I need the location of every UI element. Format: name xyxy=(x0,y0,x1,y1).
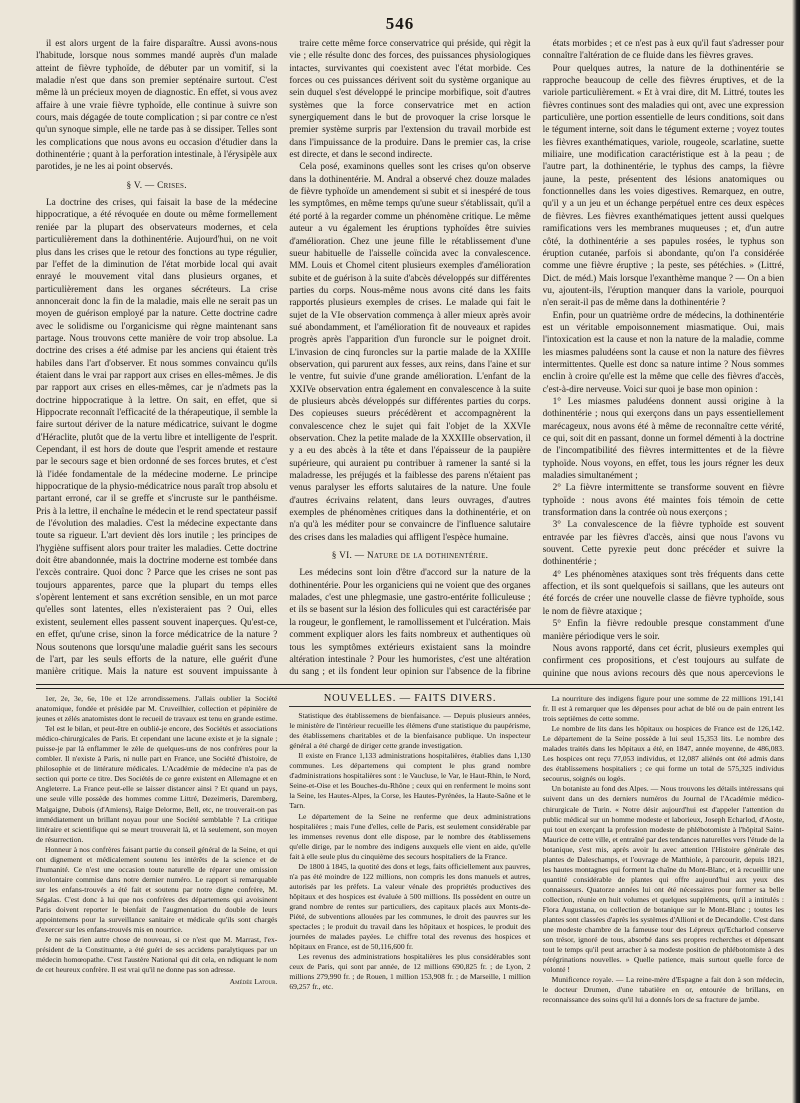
paragraph: 1° Les miasmes paludéens donnent aussi origine à la dothinentérie ; nous qui exerçons dans un pays essentiellement marécageux, nous avons été à même de reconnaître cette vérité, ce qui, soit dit en passant, donne un formel démenti à la doctrine de l'incompatibilité des fièvres intermittentes et de la fièvre typhoïde. Nous voyons, en effet, tous les jours régner les deux maladies simultanément ; xyxy=(542,396,784,482)
page-number: 546 xyxy=(385,14,415,33)
paragraph: 1er, 2e, 3e, 6e, 10e et 12e arrondissemens. J'allais oublier la Société anatomique, fondée et présidée par M. Cruveilhier, collection et pépinière de jeunes et zélés anatomistes dont le recueil de travaux est tenu en grande estime. xyxy=(36,694,278,724)
paragraph: Je ne sais rien autre chose de nouveau, si ce n'est que M. Marrast, l'ex-président de la Constituante, a été guéri de ses accidens paralytiques par un médecin homœopathe. C'est l'austère National qui dit cela, en ndiquant le nom de cet heureux confrère. Il est vrai qu'il ne donne pas son adresse. xyxy=(36,935,278,975)
paragraph: traire cette même force conservatrice qui préside, qui règit la vie ; elle résulte donc des forces, des puissances physiologiques intactes, survivantes qui coexistent avec l'état morbide. Ces forces ou ces puissances dérivent soit du système organique au sein duquel s'est développé le principe morbifique, soit d'autres systèmes que la force conservatrice met en action synergiquement dans le but de provoquer la crise lorsque le premier système surpris par l'extension du travail morbide est dans l'impuissance de la produire. Dans le premier cas, la crise est directe, et dans le second indirecte. xyxy=(289,39,531,161)
news-column-1 xyxy=(289,694,530,1092)
paragraph: 3° La convalescence de la fièvre typhoïde est souvent entravée par les fièvres d'accès, ainsi que nous l'avons vu souvent. Cette pyrexie peut donc précéder et suivre la dothinentérie ; xyxy=(542,520,784,568)
news-section-title: NOUVELLES. — FAITS DIVERS. xyxy=(289,694,530,707)
article-column-1 xyxy=(36,38,277,678)
paragraph: La nourriture des indigens figure pour une somme de 22 millions 191,141 fr. Il est à remarquer que les dépenses pour achat de blé ou de pain entrent les trois septièmes de cette somme. xyxy=(542,694,784,724)
paragraph: états morbides ; et ce n'est pas à eux qu'il faut s'adresser pour connaître l'altération de ce fluide dans les fièvres graves. xyxy=(542,39,784,62)
binding-edge xyxy=(792,0,800,1103)
paragraph: Pour quelques autres, la nature de la dothinentérie se rapproche beaucoup de celle des fièvres éruptives, et de la variole particulièrement. « Et à vrai dire, dit M. Littré, toutes les fièvres continues sont des maladies qui ont, avec une expression particulière, une portion essentielle de leurs conditions, soit dans le tégument interne, soit dans le tégument externe ; voyez toutes les fièvres exanthématiques, variole, rougeole, scarlatine, suette miliaire, une modification caractéristique est à la peau ; de l'autre part, la dothinentérie, le typhus des camps, la fièvre jaune, la peste, présentent des lésions anatomiques ou fonctionnelles dans les voies digestives. Remarquez, en outre, qu'il y a un jeu et un échange perpétuel entre ces deux espèces de fièvres. Les fièvres exanthématiques jettent aussi quelques ramifications vers les membranes muqueuses ; et, d'un autre côté, la dothinentérie a ses papules rosées, le typhus son éruption cutanée, parfois si abondante, qu'on l'a considérée comme une fièvre éruptive ; la peste, ses pétéchies. » (Littré, Dict. de méd.) Mais lorsque l'exanthème manque ? — On a bien vu, ajoutent-ils, l'éruption manquer dans la variole, pourquoi n'en serait-il pas de même dans la dothinentérie ? xyxy=(542,63,784,309)
paragraph: il est alors urgent de la faire disparaître. Aussi avons-nous l'habitude, lorsque nous sommes mandé auprès d'un malade atteint de fièvre typhoïde, de débuter par un vomitif, si la maladie n'est que dans son premier septénaire surtout. C'est même là un précieux moyen de diagnostic. En effet, si vous avez affaire à une vraie fièvre typhoïde, elle continue à suivre son cours, mais dégagée de toute complication ; si par contre ce n'est qu'un synoque simple, elle ne tarde pas à se dissiper. Telles sont les complications que nous avons eu occasion d'étudier dans la dothinentérie ; quant à la perforation intestinale, à l'érysipèle aux parotides, je ne les ai point observés. xyxy=(36,39,278,173)
paragraph: La doctrine des crises, qui faisait la base de la médecine hippocratique, a été révoquée en doute ou même formellement reniée par la plupart des observateurs modernes, et cela particulièrement dans la dothinentérie. Aujourd'hui, on ne voit plus dans les crises que le retour des fonctions au type régulier, par l'effet de la diminution de l'état morbide local qui avait enrayé le mouvement vital dans plusieurs organes, et particulièrement dans les organes sécréteurs. La crise annoncerait donc la fin de la maladie, mais elle ne serait pas un moyen de guérison employé par la nature. Cette doctrine cadre avec le solidisme ou l'organicisme qui règne maintenant sans partage. Nous trouvons cette manière de voir trop absolue. La doctrine des crises a été admise par les anciens qui étaient très habiles dans l'art d'observer. Et nous sommes convaincu qu'ils étaient dans le vrai par rapport aux crises en elles-mêmes. Je dis par rapport aux crises en elles-mêmes, car je n'admets pas la doctrine hippocratique à la lettre. On sait, en effet, que si Hippocrate reconnaît l'efficacité de la thérapeutique, il semble la faire surtout dériver de la nature médicatrice, suivant le dogme d'Héraclite, plutôt que de la vertu libre et intelligente de l'esprit. Cependant, il est hors de doute que l'esprit amende et restaure par le secours sage et bien ordonné de ses forces brutes, et c'est là l'idée fondamentale de la médecine moderne. Le principe hippocratique de la physio-médicatrice nous paraît trop absolu et partant erroné, car il se greffe et s'incruste sur le panthéisme. Pris à la lettre, il enchaîne le médecin et le rend spectateur passif de l'évolution des maladies. C'est la médecine expectante dans toute sa rigueur. L'art devient dès lors inutile ; les principes de l'hygiène suffisent alors pour traiter les maladies. Cette doctrine doit être abandonnée, mais la doctrine moderne est tombée dans l'excès contraire. Quoi donc ? Parce que les crises ne sont pas toujours apparentes, parce que la plupart du temps elles s'opèrent lentement et sans excrétion sensible, en un mot parce qu'elles sont latentes, elles n'existeraient pas ? Oui, elles existent, seulement elles passent souvent inaperçues. Qu'est-ce, en effet, qu'une crise, sinon la force médicatrice de la nature ? Nous soutenons que lorsqu'une maladie guérit sans les secours de l'art, par les seuls efforts de la nature, elle guérit d'une manière critique. Mais la nature est souvent impuissante à xyxy=(36,198,278,678)
article-column-2 xyxy=(289,38,530,678)
paragraph: Les médecins sont loin d'être d'accord sur la nature de la dothinentérie. Pour les organiciens qui ne voient que des organes malades, c'est une phlegmasie, une gastro-entérite folliculeuse ; et ils se basent sur la lésion des follicules qui est caractérisée par la rougeur, le gonflement, le ramollissement et l'ulcération. Mais comment expliquer alors les faits nombreux et authentiques où tous les symptômes extérieurs existaient sans la moindre altération intestinale ? Pour les humoristes, c'est une altération du sang ; et ils fondent leur opinion sur l'absence de la fibrine xyxy=(289,568,531,678)
paragraph: 4° Les phénomènes ataxiques sont très fréquents dans cette affection, et ils sont quelquefois si saillans, que les auteurs ont été forcés de créer une nouvelle classe de fièvre typhoïde, sous le nom de fièvre ataxique ; xyxy=(542,569,784,617)
paragraph: Le département de la Seine ne renferme que deux administrations hospitalières ; mais l'une d'elles, celle de Paris, est seulement considérable par les immenses revenus dont elle dispose, par le nombre des établissemens qu'elle dirige, par le nombre des indigens auxquels elle vient en aide, qu'elle fait à elle seule plus du cinquième des secours hospitaliers de la France. xyxy=(289,811,531,861)
section-heading-nature: § VI. — Nature de la dothinentérie. xyxy=(331,551,489,562)
lower-section xyxy=(36,694,784,1092)
author-signature: Amédée Latour. xyxy=(229,977,278,987)
paragraph: Tel est le bilan, et peut-être en oublié-je encore, des Sociétés et associations médico-chirurgicales de Paris. Et cependant une lacune existe et je la signale ; puisse-je par là enflammer le zèle de quelques-uns de nos confrères pour la combler. Il n'existe à Paris, ni nulle part en France, une Société d'histoire, de philosophie et de littérature médicales. L'Académie de médecine n'a pas de section qui porte ce titre. Des Sociétés de ce genre existent en Allemagne et en Angleterre. La France peut-elle se laisser distancer ainsi ? Et quand un pays, une seule ville possède des hommes comme Littré, Dezeimeris, Daremberg, Malgaigne, Dubois (d'Amiens), Raige Delorme, Bell, etc, ne trouverait-on pas immédiatement un brillant noyau pour une Société semblable ? La critique littéraire et scientifique qui se meurt trouverait là, et là seulement, son moyen de résurrection. xyxy=(36,724,278,844)
paragraph: Il existe en France 1,133 administrations hospitalières, établies dans 1,130 communes. Les départemens qui comptent le plus grand nombre d'administrations hospitalières sont : le Vaucluse, le Var, le Haut-Rhin, le Nord, Seine-et-Oise et les Bouches-du-Rhône ; ceux qui en renferment le moins sont la Seine, les Hautes-Alpes, la Corse, les Hautes-Pyrénées, la Haute-Saône et le Tarn. xyxy=(289,751,531,811)
paragraph: 5° Enfin la fièvre redouble presque constamment d'une manière périodique vers le soir. xyxy=(542,619,784,642)
feuilleton-column xyxy=(36,694,277,1092)
paragraph: Le nombre de lits dans les hôpitaux ou hospices de France est de 126,142. Le département de la Seine possède à lui seul 15,353 lits. Le nombre des malades traités dans les hôpitaux a été, en 1847, année moyenne, de 486,083. Les hospices ont reçu 77,053 individus, et 12,087 aliénés ont été admis dans des établissemens hospitaliers ; ce qui forme un total de 575,325 individus secourus, soignés ou logés. xyxy=(542,724,784,784)
paragraph: Cela posé, examinons quelles sont les crises qu'on observe dans la dothinentérie. M. Andral a observé chez douze malades de fièvre typhoïde un amendement si subit et si inespéré de tous les symptômes, en même temps qu'une sueur s'établissait, qu'il a été porté à la regarder comme un phénomène critique. Le même auteur a vu également les éruptions typhoïdes être suivies d'amélioration. Chez une jeune fille le rétablissement d'une sueur habituelle de l'aisselle coïncida avec la convalescence. MM. Louis et Chomel citent plusieurs exemples d'amélioration subite et de guérison à la suite d'abcès développés sur différentes parties du corps. Nous-même nous avons cité dans les faits rapportés plusieurs exemples de crises. Le malade qui fait le sujet de la VIe observation commença à aller mieux après avoir sué abondamment, et l'amélioration fit de nouveaux et rapides progrès après l'apparition d'un furoncle sur le poignet droit. L'invasion de cinq furoncles sur la partie malade de la XXIIIe observation, qui parurent aux fesses, aux reins, dans l'aine et sur le ventre, fut suivie d'une grande amélioration. L'enfant de la XXIVe observation entra également en convalescence à la suite de plusieurs abcès développés sur différentes parties du corps. Des copieuses sueurs précédèrent et accompagnèrent la convalescence chez le sujet qui fait l'objet de la XXVIe observation. Chez la petite malade de la XXXIIIe observation, il y a eu des abcès à la tête et dans l'épaisseur de la paupière supérieure, qui auraient pu contribuer à ramener la santé si la maladresse, les préjugés et la faiblesse des parens n'étaient pas venus paralyser les efforts salutaires de la nature. Une foule d'autres écrivains relatent, dans leurs ouvrages, d'autres exemples de phénomènes critiques dans la dothinentérie, et on n'a qu'à les méditer pour se convaincre de l'influence salutaire des crises dans les maladies qui affligent l'espèce humaine. xyxy=(289,162,531,543)
paragraph: Munificence royale. — La reine-mère d'Espagne a fait don à son médecin, le docteur Drumen, d'une tabatière en or, entourée de brillans, en reconnaissance des soins qu'il lui a donnés lors de sa fracture de jambe. xyxy=(542,975,784,1005)
paragraph: Un botaniste au fond des Alpes. — Nous trouvons les détails intéressans qui suivent dans un des derniers numéros du Journal de l'Académie médico-chirurgicale de Turin. « Notre désir aujourd'hui est d'appeler l'attention du public médical sur un homme modeste et laborieux, Joseph Echarlod, d'Aoste, qui tout en exerçant la profession modeste de phlébotomiste à l'hôpital Saint-Maurice de cette ville, et entraîné par des tendances naturelles vers l'étude de la botanique, s'est mis, après avoir lu avec attention l'Histoire générale des plantes de Daleschamps, et l'ouvrage de Matthiole, à parcourir, depuis 1821, les hautes montagnes qui forment la chaîne du Mont-Blanc, et à recueillir une quantité considérable de plantes qui offre aujourd'hui aux yeux des connaisseurs. Quatorze années lui ont été nécessaires pour former sa belle collection, réunie en huit volumes et quelques suppléments, qu'il a intitulés : Flora Augustana, ou collection de botanique sur le Mont-Blanc ; toutes les plantes sont classées d'après les systèmes d'Allioni et de Decandolle. C'est dans une modeste chambre de la fameuse tour des Lépreux qu'Echarlod conserve son trésor, ignoré de tous, absorbé dans ses propres recherches et dépensant tout le temps qu'il peut arracher à sa modeste position de phlébotomiste à des pérégrinations nouvelles. » Quelle patience, mais surtout quelle force de volonté ! xyxy=(542,784,784,975)
paragraph: Honneur à nos confrères faisant partie du conseil général de la Seine, et qui ont dignement et médicalement soutenu les intérêts de la science et de l'humanité. Ce n'est une occasion toute naturelle de réparer une omission involontaire commise dans notre dernier numéro. Le rapport si remarquable sur les enfans-trouvés a été fait et soutenu par notre digne confrère, M. Ségalas. C'est donc à lui que nos confrères des départemens qui avoisinent Paris doivent reporter le bienfait de l'augmentation du double de leurs appointemens pour la surveillance sanitaire et médicale qu'ils sont chargés d'exercer sur les enfans-trouvés mis en nourrice. xyxy=(36,844,278,935)
paragraph: Les revenus des administrations hospitalières les plus considérables sont ceux de Paris, qui sont par année, de 12 millions 690,825 fr. ; de Lyon, 2 millions 279,990 fr. ; de Rouen, 1 million 153,908 fr. ; de Marseille, 1 million 69,257 fr., etc. xyxy=(289,952,531,992)
paragraph: 2° La fièvre intermittente se transforme souvent en fièvre typhoïde : nous avons été maintes fois témoin de cette transformation dans la contrée où nous exerçons ; xyxy=(542,483,784,519)
feuilleton-divider xyxy=(36,684,784,689)
section-heading-crises: § V. — Crises. xyxy=(126,180,187,191)
paragraph: Enfin, pour un quatrième ordre de médecins, la dothinentérie est un véritable empoisonnement miasmatique. Oui, mais l'intoxication est la cause et non la nature de la maladie, comme les miasmes paludéens sont la cause et non la nature des fièvres intermittentes. Quelle est donc sa nature intime ? Nous sommes enclin à croire qu'elle est la même que celle des fièvres d'accès, c'est-à-dire nerveuse. Voici sur quoi je base mon opinion : xyxy=(542,310,784,395)
main-article xyxy=(36,38,784,678)
news-column-2 xyxy=(543,694,784,1092)
article-column-3 xyxy=(543,38,784,678)
paragraph: Nous avons rapporté, dans cet écrit, plusieurs exemples qui confirment ces propositions, et c'est toujours au sulfate de quinine que nous avions recours dès que nous apercevions le xyxy=(542,643,784,678)
paragraph: Statistique des établissemens de bienfaisance. — Depuis plusieurs années, le ministère de l'intérieur recueille les élémens d'une statistique du paupérisme, des établissemens charitables et de la bienfaisance publique. Un inspecteur général a été chargé de diriger cette grande investigation. xyxy=(289,711,531,751)
paragraph: De 1800 à 1845, la quotité des dons et legs, faits officiellement aux pauvres, n'a pas été moindre de 122 millions, non compris les dons manuels et autres, autorisés par les préfets. La valeur vénale des propriétés productives des hôpitaux et des hospices est évaluée à 500 millions. Ils possèdent en outre un grand nombre de rentes sur particuliers, des capitaux placés aux Monts-de-Piété, de subventions allouées par les communes, le droit des pauvres sur les spectacles ; le produit du travail dans les hôpitaux et hospices, le produit des journées de malades payées. Le chiffre total des revenus des hospices et hôpitaux en France, est de 50,116,600 fr. xyxy=(289,861,531,952)
